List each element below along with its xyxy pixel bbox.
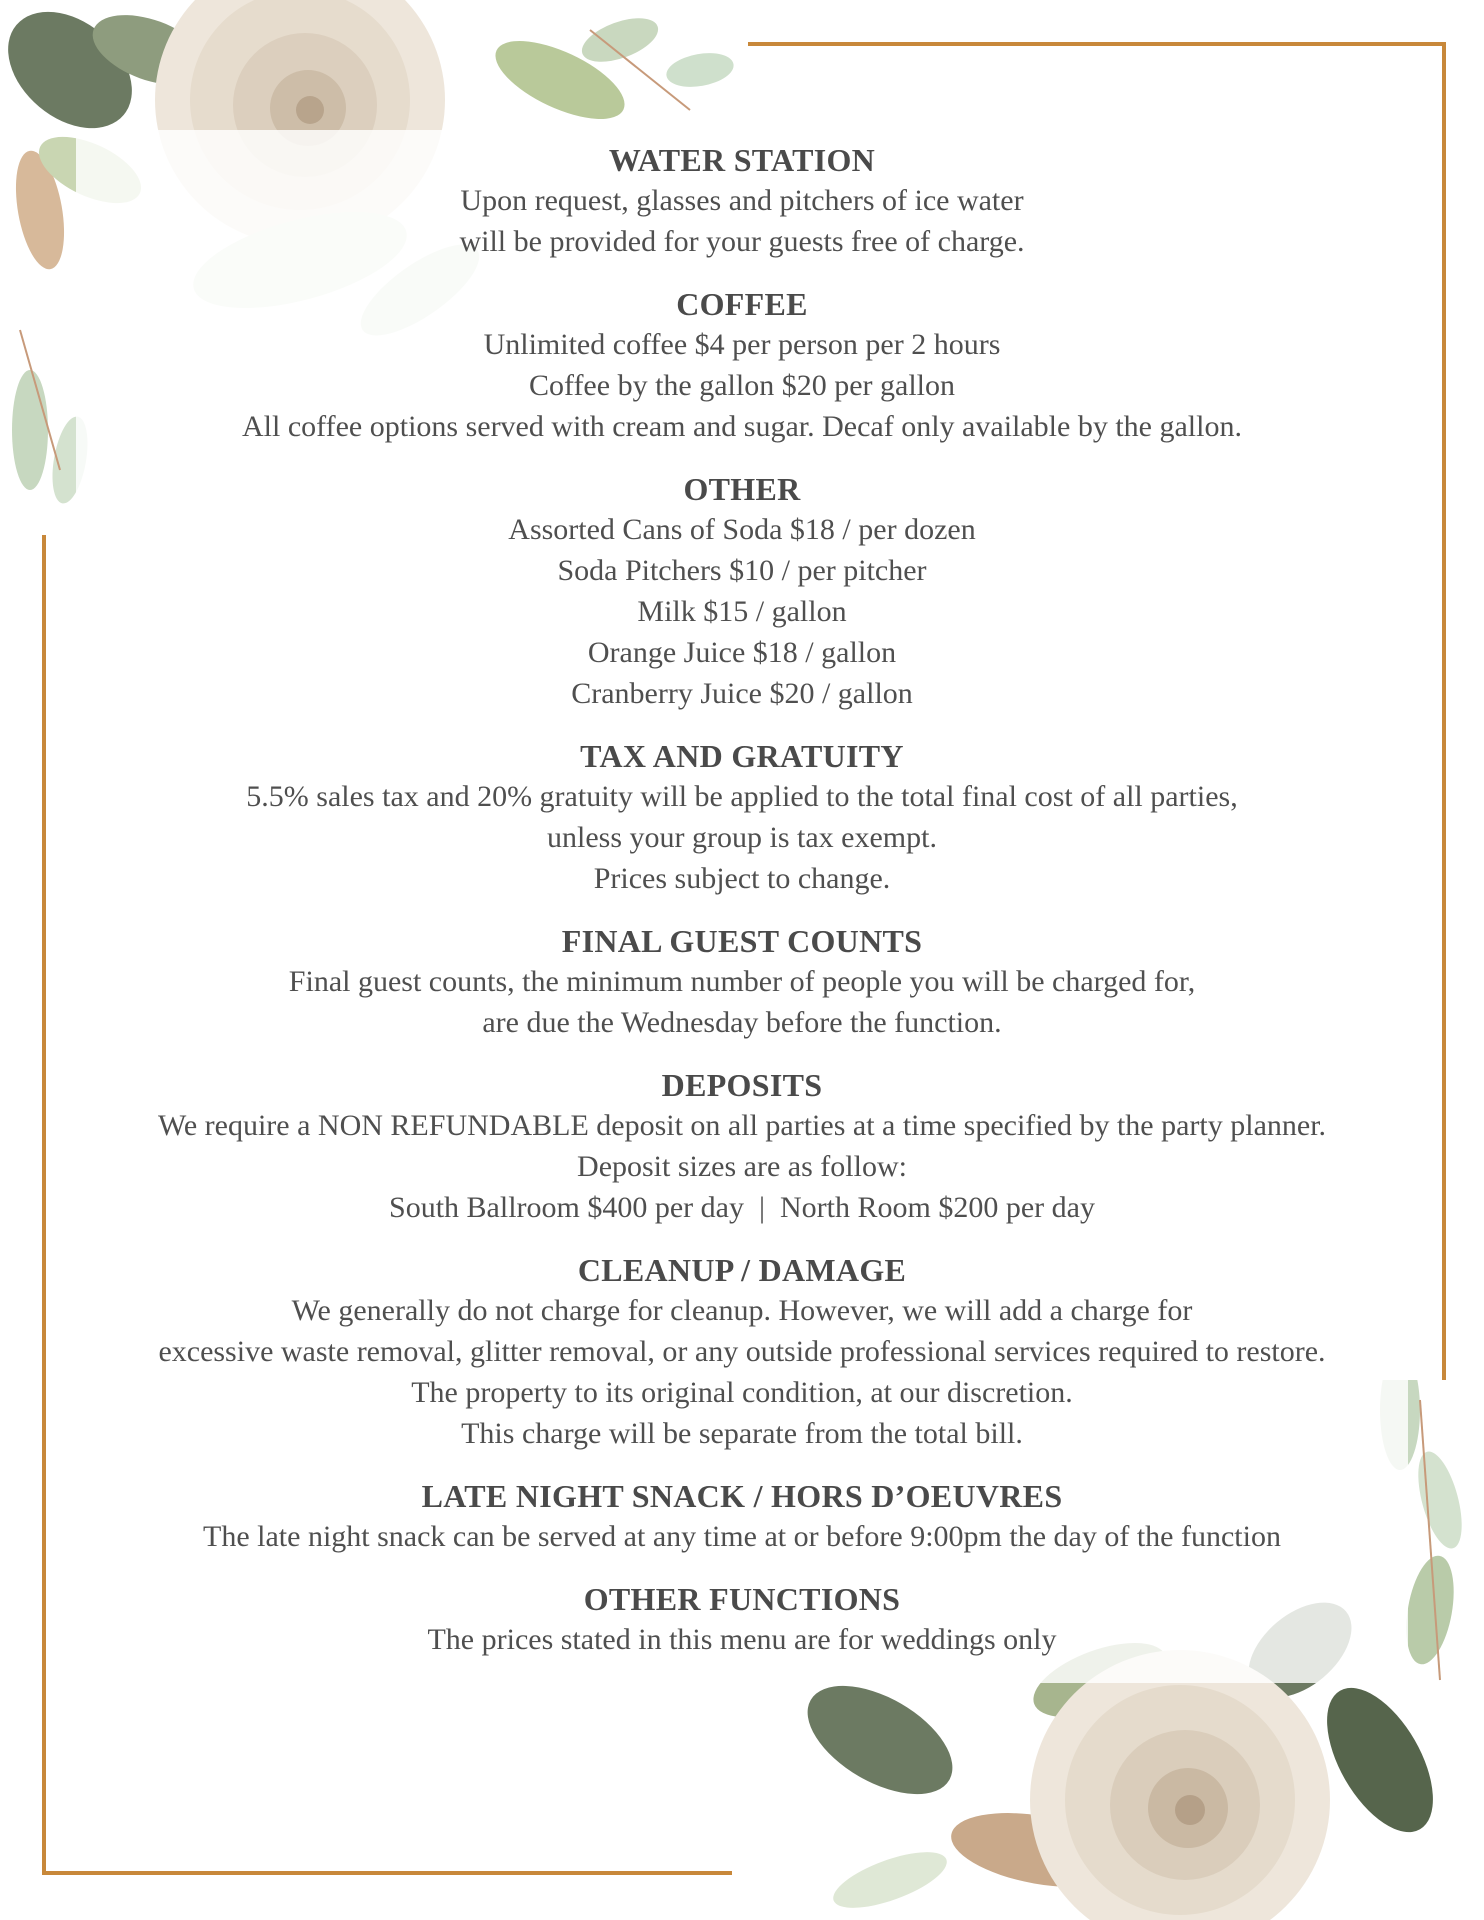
- section-line: The prices stated in this menu are for weddings only: [427, 1623, 1057, 1656]
- section-title: TAX AND GRATUITY: [580, 738, 904, 774]
- section-late-night-snack: [60, 1476, 1424, 1557]
- frame-top-line: [748, 42, 1446, 46]
- section-other-functions: [60, 1579, 1424, 1660]
- section-title: CLEANUP / DAMAGE: [577, 1252, 907, 1288]
- section-line: The property to its original condition, at our discretion.: [411, 1376, 1073, 1409]
- section-line: This charge will be separate from the total bill.: [461, 1417, 1023, 1450]
- section-final-guest-counts: [60, 921, 1424, 1043]
- section-title: OTHER: [683, 471, 801, 507]
- section-title: COFFEE: [676, 286, 808, 322]
- section-line: Soda Pitchers $10 / per pitcher: [557, 554, 927, 587]
- section-coffee: [60, 284, 1424, 447]
- section-title: DEPOSITS: [661, 1067, 823, 1103]
- section-line: Prices subject to change.: [593, 862, 891, 895]
- section-line: Deposit sizes are as follow:: [577, 1150, 907, 1183]
- section-line: All coffee options served with cream and sugar. Decaf only available by the gallon.: [242, 410, 1242, 443]
- frame-right-line: [1442, 42, 1446, 1380]
- section-line: 5.5% sales tax and 20% gratuity will be applied to the total final cost of all parties,: [246, 780, 1238, 813]
- section-line: unless your group is tax exempt.: [547, 821, 937, 854]
- section-line: Orange Juice $18 / gallon: [587, 636, 897, 669]
- section-line: Coffee by the gallon $20 per gallon: [528, 369, 955, 402]
- section-line: The late night snack can be served at any time at or before 9:00pm the day of the function: [203, 1520, 1281, 1553]
- section-line: will be provided for your guests free of charge.: [459, 225, 1025, 258]
- frame-bottom-line: [42, 1871, 732, 1875]
- section-deposits: [60, 1065, 1424, 1228]
- section-line: are due the Wednesday before the function.: [482, 1006, 1002, 1039]
- section-line: Cranberry Juice $20 / gallon: [571, 677, 913, 710]
- frame-left-line: [42, 535, 46, 1875]
- section-line: Unlimited coffee $4 per person per 2 hours: [483, 328, 1001, 361]
- section-line: Final guest counts, the minimum number of people you will be charged for,: [288, 965, 1196, 998]
- menu-policies: [60, 140, 1424, 1682]
- section-title: WATER STATION: [608, 142, 876, 178]
- section-title: FINAL GUEST COUNTS: [561, 923, 923, 959]
- section-water-station: [60, 140, 1424, 262]
- section-title: LATE NIGHT SNACK / HORS D’OEUVRES: [421, 1478, 1063, 1514]
- section-cleanup-damage: [60, 1250, 1424, 1454]
- section-line: We generally do not charge for cleanup. However, we will add a charge for: [291, 1294, 1193, 1327]
- section-line: South Ballroom $400 per day | North Room $200 per day: [389, 1191, 1095, 1224]
- section-line: Milk $15 / gallon: [637, 595, 847, 628]
- section-other: [60, 469, 1424, 714]
- section-line: excessive waste removal, glitter removal, or any outside professional services required to restore.: [158, 1335, 1326, 1368]
- section-line: We require a NON REFUNDABLE deposit on all parties at a time specified by the party planner.: [157, 1109, 1327, 1142]
- section-title: OTHER FUNCTIONS: [583, 1581, 901, 1617]
- section-tax-and-gratuity: [60, 736, 1424, 899]
- section-line: Upon request, glasses and pitchers of ice water: [460, 184, 1024, 217]
- section-line: Assorted Cans of Soda $18 / per dozen: [508, 513, 976, 546]
